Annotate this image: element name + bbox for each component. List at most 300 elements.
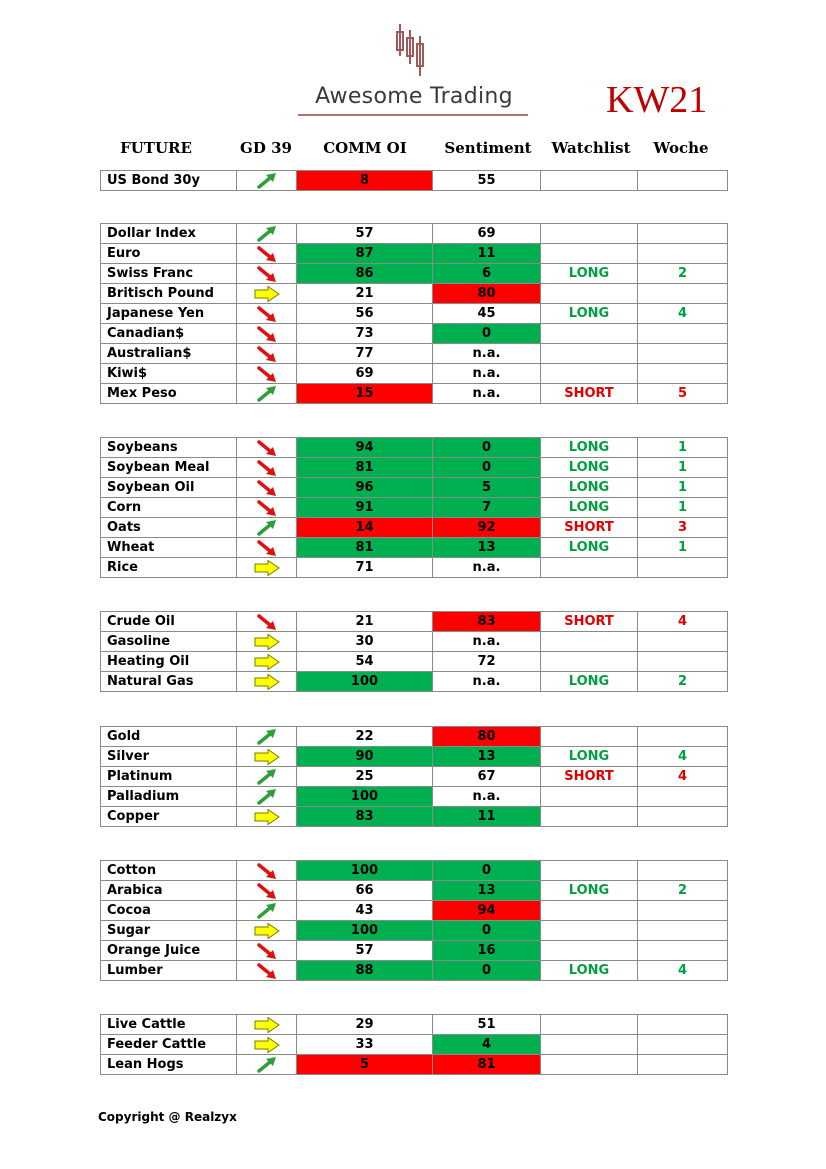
sentiment-value: 83	[433, 612, 541, 632]
table-row	[101, 747, 728, 767]
future-name: Soybean Oil	[101, 478, 237, 498]
table-row	[101, 1035, 728, 1055]
arrow-up-right-icon	[256, 385, 278, 403]
sentiment-value: 51	[433, 1015, 541, 1035]
candlestick-logo-icon	[394, 22, 434, 78]
woche-value: 4	[638, 747, 728, 767]
header-comm-oi: COMM OI	[323, 139, 407, 157]
arrow-down-right-icon	[256, 305, 278, 323]
table-row	[101, 458, 728, 478]
arrow-up-right-icon	[256, 172, 278, 190]
sentiment-value: n.a.	[433, 384, 541, 404]
future-name: Mex Peso	[101, 384, 237, 404]
future-name: Copper	[101, 807, 237, 827]
comm-oi-value: 21	[297, 612, 433, 632]
week-label: KW21	[606, 79, 708, 121]
trend-cell	[237, 224, 297, 244]
table-row	[101, 344, 728, 364]
comm-oi-value: 100	[297, 787, 433, 807]
arrow-right-icon	[254, 1017, 280, 1033]
woche-value	[638, 344, 728, 364]
trend-cell	[237, 498, 297, 518]
table-row	[101, 1055, 728, 1075]
sentiment-value: 5	[433, 478, 541, 498]
watchlist-value	[541, 364, 638, 384]
sentiment-value: 11	[433, 807, 541, 827]
woche-value: 4	[638, 612, 728, 632]
arrow-up-right-icon	[256, 902, 278, 920]
watchlist-value	[541, 632, 638, 652]
comm-oi-value: 69	[297, 364, 433, 384]
comm-oi-value: 54	[297, 652, 433, 672]
arrow-up-right-icon	[256, 519, 278, 537]
trend-cell	[237, 1055, 297, 1075]
arrow-right-icon	[254, 749, 280, 765]
sentiment-value: 94	[433, 901, 541, 921]
arrow-down-right-icon	[256, 882, 278, 900]
arrow-down-right-icon	[256, 862, 278, 880]
arrow-down-right-icon	[256, 439, 278, 457]
comm-oi-value: 56	[297, 304, 433, 324]
futures-group-table	[100, 223, 728, 404]
woche-value: 5	[638, 384, 728, 404]
comm-oi-value: 100	[297, 672, 433, 692]
arrow-down-right-icon	[256, 325, 278, 343]
sentiment-value: 6	[433, 264, 541, 284]
arrow-up-right-icon	[256, 768, 278, 786]
sentiment-value: n.a.	[433, 787, 541, 807]
arrow-right-icon	[254, 654, 280, 670]
watchlist-value: LONG	[541, 304, 638, 324]
trend-cell	[237, 558, 297, 578]
header-woche: Woche	[653, 139, 709, 157]
arrow-down-right-icon	[256, 613, 278, 631]
comm-oi-value: 100	[297, 921, 433, 941]
comm-oi-value: 66	[297, 881, 433, 901]
future-name: Soybeans	[101, 438, 237, 458]
column-header-row	[0, 139, 826, 159]
watchlist-value	[541, 727, 638, 747]
woche-value: 1	[638, 438, 728, 458]
comm-oi-value: 33	[297, 1035, 433, 1055]
woche-value	[638, 787, 728, 807]
trend-cell	[237, 344, 297, 364]
comm-oi-value: 91	[297, 498, 433, 518]
watchlist-value	[541, 1035, 638, 1055]
arrow-up-right-icon	[256, 225, 278, 243]
table-row	[101, 612, 728, 632]
trend-cell	[237, 861, 297, 881]
sentiment-value: 13	[433, 538, 541, 558]
table-row	[101, 284, 728, 304]
future-name: Euro	[101, 244, 237, 264]
trend-cell	[237, 1035, 297, 1055]
arrow-down-right-icon	[256, 499, 278, 517]
table-row	[101, 787, 728, 807]
table-row	[101, 767, 728, 787]
sentiment-value: 0	[433, 458, 541, 478]
comm-oi-value: 57	[297, 941, 433, 961]
watchlist-value: LONG	[541, 264, 638, 284]
brand-name: Awesome Trading	[315, 84, 513, 109]
copyright: Copyright @ Realzyx	[98, 1110, 237, 1124]
trend-cell	[237, 478, 297, 498]
brand-logo	[294, 22, 534, 118]
future-name: Cotton	[101, 861, 237, 881]
future-name: Wheat	[101, 538, 237, 558]
arrow-right-icon	[254, 634, 280, 650]
future-name: Silver	[101, 747, 237, 767]
table-row	[101, 652, 728, 672]
woche-value	[638, 941, 728, 961]
sentiment-value: 7	[433, 498, 541, 518]
watchlist-value	[541, 1055, 638, 1075]
woche-value: 3	[638, 518, 728, 538]
arrow-up-right-icon	[256, 788, 278, 806]
future-name: Heating Oil	[101, 652, 237, 672]
sentiment-value: 16	[433, 941, 541, 961]
sentiment-value: 69	[433, 224, 541, 244]
comm-oi-value: 21	[297, 284, 433, 304]
trend-cell	[237, 612, 297, 632]
woche-value	[638, 171, 728, 191]
table-row	[101, 244, 728, 264]
table-row	[101, 632, 728, 652]
table-row	[101, 224, 728, 244]
sentiment-value: 81	[433, 1055, 541, 1075]
trend-cell	[237, 652, 297, 672]
arrow-up-right-icon	[256, 1056, 278, 1074]
trend-cell	[237, 458, 297, 478]
arrow-right-icon	[254, 286, 280, 302]
watchlist-value	[541, 344, 638, 364]
comm-oi-value: 22	[297, 727, 433, 747]
brand-underline	[298, 114, 528, 116]
future-name: Gold	[101, 727, 237, 747]
watchlist-value	[541, 807, 638, 827]
arrow-down-right-icon	[256, 942, 278, 960]
woche-value	[638, 244, 728, 264]
future-name: Australian$	[101, 344, 237, 364]
arrow-right-icon	[254, 1037, 280, 1053]
woche-value	[638, 324, 728, 344]
comm-oi-value: 15	[297, 384, 433, 404]
sentiment-value: 0	[433, 438, 541, 458]
table-row	[101, 264, 728, 284]
woche-value	[638, 652, 728, 672]
table-row	[101, 438, 728, 458]
arrow-right-icon	[254, 674, 280, 690]
watchlist-value: LONG	[541, 458, 638, 478]
comm-oi-value: 88	[297, 961, 433, 981]
sentiment-value: 55	[433, 171, 541, 191]
woche-value: 1	[638, 478, 728, 498]
table-row	[101, 1015, 728, 1035]
sentiment-value: 0	[433, 961, 541, 981]
comm-oi-value: 14	[297, 518, 433, 538]
trend-cell	[237, 538, 297, 558]
trend-cell	[237, 727, 297, 747]
trend-cell	[237, 264, 297, 284]
comm-oi-value: 90	[297, 747, 433, 767]
trend-cell	[237, 961, 297, 981]
futures-group-table	[100, 170, 728, 191]
sentiment-value: 72	[433, 652, 541, 672]
woche-value: 4	[638, 961, 728, 981]
watchlist-value	[541, 558, 638, 578]
watchlist-value: LONG	[541, 961, 638, 981]
table-row	[101, 364, 728, 384]
trend-cell	[237, 787, 297, 807]
table-row	[101, 941, 728, 961]
futures-group-table	[100, 726, 728, 827]
future-name: Orange Juice	[101, 941, 237, 961]
comm-oi-value: 83	[297, 807, 433, 827]
trend-cell	[237, 921, 297, 941]
future-name: Live Cattle	[101, 1015, 237, 1035]
trend-cell	[237, 244, 297, 264]
comm-oi-value: 8	[297, 171, 433, 191]
future-name: Kiwi$	[101, 364, 237, 384]
table-row	[101, 171, 728, 191]
woche-value: 2	[638, 881, 728, 901]
arrow-down-right-icon	[256, 539, 278, 557]
sentiment-value: 92	[433, 518, 541, 538]
trend-cell	[237, 284, 297, 304]
trend-cell	[237, 747, 297, 767]
trend-cell	[237, 438, 297, 458]
sentiment-value: 67	[433, 767, 541, 787]
trend-cell	[237, 881, 297, 901]
comm-oi-value: 43	[297, 901, 433, 921]
future-name: Dollar Index	[101, 224, 237, 244]
future-name: US Bond 30y	[101, 171, 237, 191]
comm-oi-value: 71	[297, 558, 433, 578]
watchlist-value	[541, 652, 638, 672]
future-name: Corn	[101, 498, 237, 518]
table-row	[101, 807, 728, 827]
trend-cell	[237, 171, 297, 191]
woche-value: 4	[638, 304, 728, 324]
future-name: Lean Hogs	[101, 1055, 237, 1075]
watchlist-value	[541, 787, 638, 807]
future-name: Soybean Meal	[101, 458, 237, 478]
future-name: Canadian$	[101, 324, 237, 344]
watchlist-value	[541, 324, 638, 344]
table-row	[101, 727, 728, 747]
future-name: Britisch Pound	[101, 284, 237, 304]
woche-value: 2	[638, 672, 728, 692]
future-name: Gasoline	[101, 632, 237, 652]
header-watchlist: Watchlist	[551, 139, 631, 157]
watchlist-value: LONG	[541, 672, 638, 692]
sentiment-value: 11	[433, 244, 541, 264]
comm-oi-value: 25	[297, 767, 433, 787]
sentiment-value: 80	[433, 284, 541, 304]
woche-value: 1	[638, 498, 728, 518]
sentiment-value: 13	[433, 881, 541, 901]
arrow-down-right-icon	[256, 245, 278, 263]
table-row	[101, 881, 728, 901]
woche-value	[638, 921, 728, 941]
woche-value	[638, 224, 728, 244]
arrow-up-right-icon	[256, 728, 278, 746]
future-name: Oats	[101, 518, 237, 538]
trend-cell	[237, 807, 297, 827]
futures-group-table	[100, 860, 728, 981]
future-name: Feeder Cattle	[101, 1035, 237, 1055]
arrow-down-right-icon	[256, 365, 278, 383]
comm-oi-value: 96	[297, 478, 433, 498]
watchlist-value	[541, 224, 638, 244]
header-sentiment: Sentiment	[444, 139, 532, 157]
watchlist-value: LONG	[541, 747, 638, 767]
trend-cell	[237, 304, 297, 324]
comm-oi-value: 81	[297, 458, 433, 478]
sentiment-value: 0	[433, 921, 541, 941]
comm-oi-value: 81	[297, 538, 433, 558]
trend-cell	[237, 324, 297, 344]
arrow-down-right-icon	[256, 479, 278, 497]
future-name: Rice	[101, 558, 237, 578]
woche-value: 2	[638, 264, 728, 284]
future-name: Natural Gas	[101, 672, 237, 692]
table-row	[101, 901, 728, 921]
trend-cell	[237, 518, 297, 538]
comm-oi-value: 100	[297, 861, 433, 881]
sentiment-value: 45	[433, 304, 541, 324]
trend-cell	[237, 384, 297, 404]
table-row	[101, 861, 728, 881]
table-row	[101, 961, 728, 981]
arrow-down-right-icon	[256, 962, 278, 980]
comm-oi-value: 94	[297, 438, 433, 458]
woche-value: 4	[638, 767, 728, 787]
future-name: Lumber	[101, 961, 237, 981]
sentiment-value: 0	[433, 324, 541, 344]
table-row	[101, 921, 728, 941]
watchlist-value: SHORT	[541, 612, 638, 632]
header-future: FUTURE	[120, 139, 192, 157]
woche-value	[638, 284, 728, 304]
header-gd39: GD 39	[240, 139, 292, 157]
future-name: Swiss Franc	[101, 264, 237, 284]
watchlist-value	[541, 244, 638, 264]
table-row	[101, 384, 728, 404]
watchlist-value: LONG	[541, 438, 638, 458]
woche-value	[638, 364, 728, 384]
table-row	[101, 498, 728, 518]
watchlist-value: LONG	[541, 478, 638, 498]
table-row	[101, 538, 728, 558]
woche-value	[638, 558, 728, 578]
table-row	[101, 518, 728, 538]
sentiment-value: 13	[433, 747, 541, 767]
sentiment-value: n.a.	[433, 558, 541, 578]
trend-cell	[237, 767, 297, 787]
sentiment-value: 4	[433, 1035, 541, 1055]
woche-value	[638, 861, 728, 881]
watchlist-value	[541, 861, 638, 881]
woche-value	[638, 632, 728, 652]
woche-value	[638, 1035, 728, 1055]
woche-value	[638, 807, 728, 827]
table-row	[101, 672, 728, 692]
watchlist-value	[541, 171, 638, 191]
watchlist-value	[541, 941, 638, 961]
future-name: Sugar	[101, 921, 237, 941]
sentiment-value: n.a.	[433, 632, 541, 652]
watchlist-value: LONG	[541, 881, 638, 901]
watchlist-value: SHORT	[541, 384, 638, 404]
trend-cell	[237, 901, 297, 921]
arrow-down-right-icon	[256, 345, 278, 363]
table-row	[101, 478, 728, 498]
watchlist-value	[541, 901, 638, 921]
watchlist-value: LONG	[541, 538, 638, 558]
watchlist-value	[541, 1015, 638, 1035]
woche-value	[638, 901, 728, 921]
sentiment-value: n.a.	[433, 364, 541, 384]
trend-cell	[237, 1015, 297, 1035]
woche-value	[638, 1055, 728, 1075]
arrow-down-right-icon	[256, 459, 278, 477]
sentiment-value: 0	[433, 861, 541, 881]
futures-group-table	[100, 437, 728, 578]
future-name: Japanese Yen	[101, 304, 237, 324]
watchlist-value: SHORT	[541, 767, 638, 787]
trend-cell	[237, 632, 297, 652]
future-name: Palladium	[101, 787, 237, 807]
comm-oi-value: 86	[297, 264, 433, 284]
watchlist-value: SHORT	[541, 518, 638, 538]
arrow-down-right-icon	[256, 265, 278, 283]
sentiment-value: 80	[433, 727, 541, 747]
arrow-right-icon	[254, 923, 280, 939]
woche-value: 1	[638, 458, 728, 478]
comm-oi-value: 87	[297, 244, 433, 264]
comm-oi-value: 30	[297, 632, 433, 652]
sentiment-value: n.a.	[433, 344, 541, 364]
trend-cell	[237, 672, 297, 692]
future-name: Arabica	[101, 881, 237, 901]
future-name: Cocoa	[101, 901, 237, 921]
watchlist-value: LONG	[541, 498, 638, 518]
comm-oi-value: 5	[297, 1055, 433, 1075]
watchlist-value	[541, 284, 638, 304]
future-name: Platinum	[101, 767, 237, 787]
woche-value	[638, 727, 728, 747]
comm-oi-value: 57	[297, 224, 433, 244]
futures-group-table	[100, 611, 728, 692]
sentiment-value: n.a.	[433, 672, 541, 692]
comm-oi-value: 77	[297, 344, 433, 364]
futures-group-table	[100, 1014, 728, 1075]
trend-cell	[237, 364, 297, 384]
comm-oi-value: 29	[297, 1015, 433, 1035]
future-name: Crude Oil	[101, 612, 237, 632]
table-row	[101, 324, 728, 344]
watchlist-value	[541, 921, 638, 941]
arrow-right-icon	[254, 560, 280, 576]
trend-cell	[237, 941, 297, 961]
table-row	[101, 304, 728, 324]
woche-value	[638, 1015, 728, 1035]
table-row	[101, 558, 728, 578]
arrow-right-icon	[254, 809, 280, 825]
comm-oi-value: 73	[297, 324, 433, 344]
woche-value: 1	[638, 538, 728, 558]
